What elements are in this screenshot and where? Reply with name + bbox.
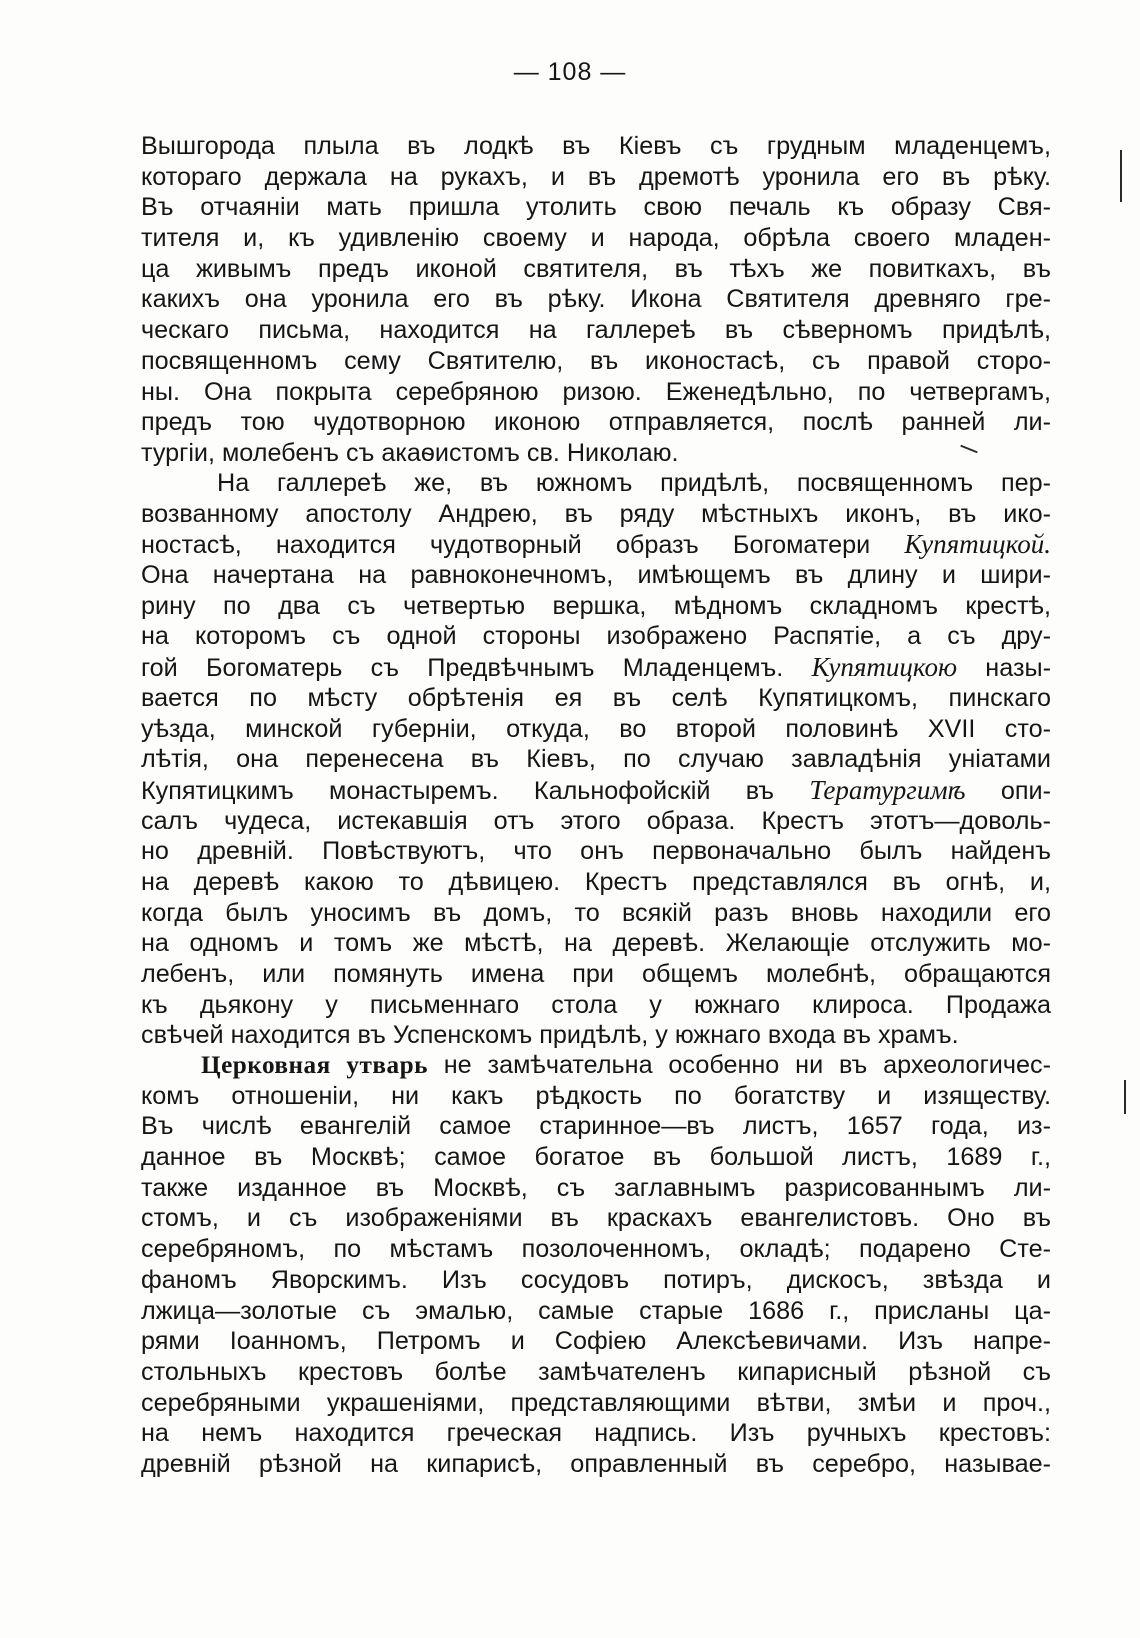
text-line [141,499,1051,530]
text-segment: ческаго письма, находится на галлереѣ въ сѣверномъ придѣлѣ, [141,316,1051,345]
text-segment: Вышгорода плыла въ лодкѣ въ Кіевъ съ грудным младенцемъ, [141,132,1051,160]
text-segment: къ дьякону у письменнаго стола у южнаго клироса. Продажа [141,990,1051,1019]
text-segment: лѣтія, она перенесена въ Кіевъ, по случаю завладѣнія уніатами [141,745,1051,774]
text-segment: уѣзда, минской губерніи, откуда, во второй половинѣ XVII сто- [141,714,1051,743]
text-segment: древній рѣзной на кипарисѣ, оправленный въ серебро, называе- [141,1449,1051,1478]
text-segment: лебенъ, или помянуть имена при общемъ молебнѣ, обращаются [141,960,1051,988]
text-line [141,346,1051,377]
text-line [141,284,1051,315]
text-line [141,131,1051,162]
text-line [141,1111,1051,1142]
text-segment: на которомъ съ одной стороны изображено Распятіе, а съ дру- [141,622,1051,651]
text-segment: данное въ Москвѣ; самое богатое въ большой листъ, 1689 г., [141,1143,1051,1172]
paragraph-icon-description [141,131,1051,469]
text-line [141,1265,1051,1296]
text-segment: комъ отношеніи, ни какъ рѣдкость по богатству и изяществу. [141,1081,1051,1110]
text-segment: вается по мѣсту обрѣтенія ея въ селѣ Купятицкомъ, пинскаго [141,683,1051,712]
text-segment: Въ числѣ евангелій самое старинное—въ листъ, 1657 года, из- [141,1112,1051,1141]
text-line [141,315,1051,346]
text-line [141,1326,1051,1357]
text-segment: ностасѣ, находится чудотворный образъ Богоматери [141,531,905,560]
text-line [141,1081,1051,1112]
text-segment: Купятицкимъ монастыремъ. Кальнофойскій въ [141,776,810,805]
text-line [141,223,1051,254]
text-segment: рину по два съ четвертью вершка, мѣдномъ складномъ крестѣ, [141,591,1051,620]
text-line [141,1050,1051,1081]
text-line [141,162,1051,193]
text-segment: но древній. Повѣствуютъ, что онъ первоначально былъ найденъ [141,837,1051,866]
text-line [141,1296,1051,1327]
text-segment: на деревѣ какою то дѣвицею. Крестъ представлялся въ огнѣ, и, [141,867,1051,896]
text-line [141,1020,1051,1051]
text-line [141,1418,1051,1449]
text-segment: свѣчей находится въ Успенскомъ придѣлѣ, у южнаго входа въ храмъ. [141,1021,959,1050]
text-line [141,928,1051,959]
italic-term: Тератургимѣ [809,774,966,805]
italic-term: Купятицкою [811,652,958,683]
text-segment: посвященномъ сему Святителю, въ иконостасѣ, съ правой сторо- [141,346,1051,375]
text-line [141,806,1051,837]
text-line [141,468,1051,499]
text-line [141,591,1051,622]
text-segment: назы- [957,654,1051,683]
paragraph-church-utensils [141,1050,1051,1480]
text-segment: ны. Она покрыта серебряною ризою. Еженедѣльно, по четвергамъ, [141,377,1051,406]
text-line [141,1357,1051,1388]
text-segment: Въ отчаяніи мать пришла утолить свою печаль къ образу Свя- [141,193,1051,222]
text-segment: также изданное въ Москвѣ, съ заглавнымъ разрисованнымъ ли- [141,1173,1051,1202]
text-segment: серебряными украшеніями, представляющими вѣтви, змѣи и проч., [141,1388,1051,1417]
text-segment: на немъ находится греческая надпись. Изъ ручныхъ крестовъ: [141,1419,1051,1448]
text-segment: салъ чудеса, истекавшія отъ этого образа. Крестъ этотъ—доволь- [141,806,1051,835]
text-segment: на одномъ и томъ же мѣстѣ, на деревѣ. Желающіе отслужить мо- [141,929,1051,958]
paragraph-kupiatytska-icon [141,468,1051,1051]
text-segment: На галлереѣ же, въ южномъ придѣлѣ, посвященномъ пер- [217,469,1051,497]
text-segment: серебряномъ, по мѣстамъ позолоченномъ, окладѣ; подарено Сте- [141,1235,1051,1264]
page-number: — 108 — [513,58,627,86]
text-line [141,959,1051,990]
text-line [141,1173,1051,1204]
text-line [141,1449,1051,1480]
text-line [141,192,1051,223]
text-segment: ца живымъ предъ иконой святителя, въ тѣхъ же повиткахъ, въ [141,254,1051,283]
text-line [141,254,1051,285]
text-line [141,529,1051,560]
text-segment: когда былъ уносимъ въ домъ, то всякій разъ вновь находили его [141,898,1051,927]
text-segment: возванному апостолу Андрею, въ ряду мѣстныхъ иконъ, въ ико- [141,499,1051,528]
margin-mark-right-2 [1124,1080,1126,1114]
text-line [141,867,1051,898]
text-segment: лжица—золотые съ эмалью, самые старые 1686 г., присланы ца- [141,1296,1051,1325]
text-segment: стольныхъ крестовъ болѣе замѣчателенъ кипарисный рѣзной съ [141,1357,1051,1386]
text-line [141,744,1051,775]
text-line [141,438,1051,469]
text-segment: фаномъ Яворскимъ. Изъ сосудовъ потиръ, дискосъ, звѣзда и [141,1265,1051,1294]
text-line [141,836,1051,867]
text-segment: какихъ она уронила его въ рѣку. Икона Святителя древняго гре- [141,285,1051,314]
italic-term: Купятицкой. [904,529,1051,560]
text-segment: опи- [965,776,1051,805]
margin-mark-right-1 [1120,150,1122,202]
text-segment: тителя и, къ удивленію своему и народа, обрѣла своего младен- [141,224,1051,253]
text-segment: гой Богоматерь съ Предвѣчнымъ Младенцемъ. [141,654,812,683]
text-line [141,1234,1051,1265]
text-line [141,714,1051,745]
text-segment: не замѣчательна особенно ни въ археологичес- [427,1051,1051,1079]
text-segment: Она начертана на равноконечномъ, имѣющемъ въ длину и шири- [141,561,1051,590]
text-segment: котораго держала на рукахъ, и въ дремотѣ уронила его въ рѣку. [141,162,1051,191]
text-line [141,1142,1051,1173]
text-line [141,990,1051,1021]
text-line [141,1203,1051,1234]
text-line [141,683,1051,714]
text-line [141,1388,1051,1419]
text-line [141,560,1051,591]
text-segment: предъ тою чудотворною иконою отправляется, послѣ ранней ли- [141,408,1051,437]
text-line [141,898,1051,929]
text-line [141,652,1051,683]
text-segment: стомъ, и съ изображеніями въ краскахъ евангелистовъ. Оно въ [141,1204,1051,1233]
text-segment: рями Іоанномъ, Петромъ и Софіею Алексѣевичами. Изъ напре- [141,1327,1051,1356]
text-line [141,621,1051,652]
text-line [141,377,1051,408]
text-segment: тургіи, молебенъ съ акаѳистомъ св. Николаю. [141,438,679,467]
text-line [141,407,1051,438]
section-heading: Церковная утварь [201,1052,428,1079]
text-line [141,775,1051,806]
